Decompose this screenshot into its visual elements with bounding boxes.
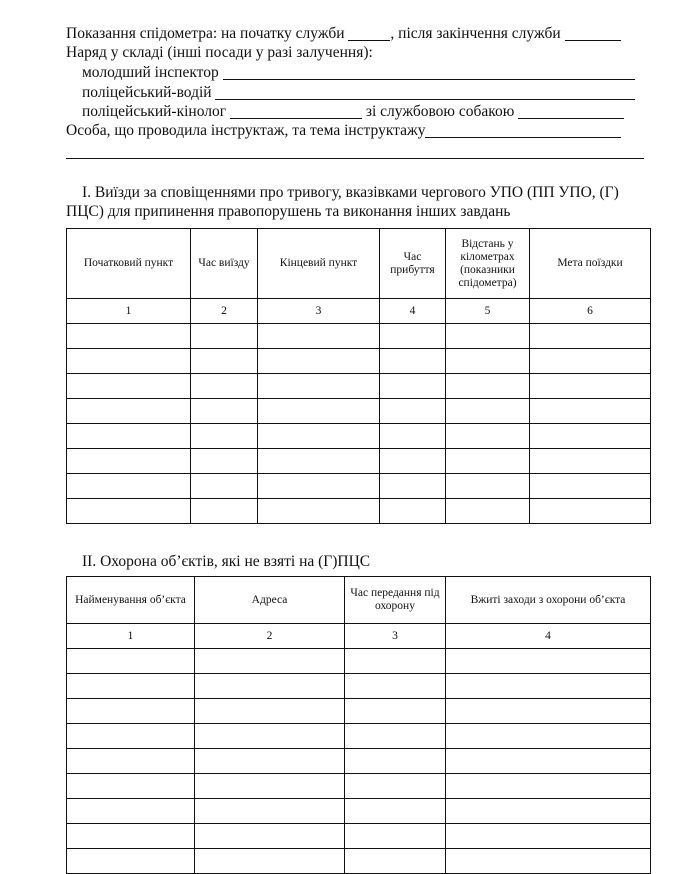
table-cell[interactable] <box>530 349 651 374</box>
table-cell[interactable] <box>446 449 530 474</box>
table-cell[interactable] <box>380 499 446 524</box>
speedometer-line <box>66 24 650 43</box>
table-cell[interactable] <box>258 449 380 474</box>
column-header: Час виїзду <box>191 229 258 299</box>
police-cynologist-line <box>82 102 650 121</box>
column-header: Початковий пункт <box>67 229 191 299</box>
column-number: 4 <box>446 624 651 649</box>
table-cell[interactable] <box>446 474 530 499</box>
table-row <box>67 374 651 399</box>
table-row <box>67 749 651 774</box>
table-row <box>67 724 651 749</box>
column-header: Адреса <box>195 577 345 624</box>
table-row <box>67 349 651 374</box>
table-cell[interactable] <box>345 774 446 799</box>
table-cell[interactable] <box>380 424 446 449</box>
table-row <box>67 324 651 349</box>
departures-table <box>66 228 651 524</box>
table-cell[interactable] <box>191 324 258 349</box>
table-cell[interactable] <box>446 849 651 874</box>
table-cell[interactable] <box>191 349 258 374</box>
table-cell[interactable] <box>446 424 530 449</box>
squad-label: Наряд у складі (інші посади у разі залучення): <box>66 44 373 61</box>
column-number: 3 <box>345 624 446 649</box>
table-cell[interactable] <box>195 674 345 699</box>
column-header: Час прибуття <box>380 229 446 299</box>
speedometer-end-field[interactable] <box>565 26 621 41</box>
table-cell[interactable] <box>530 424 651 449</box>
column-number-row <box>67 299 651 324</box>
table-cell[interactable] <box>258 424 380 449</box>
table-cell[interactable] <box>446 324 530 349</box>
table-cell[interactable] <box>530 474 651 499</box>
table-cell[interactable] <box>345 824 446 849</box>
table-cell[interactable] <box>380 449 446 474</box>
column-number-row <box>67 624 651 649</box>
column-number: 1 <box>67 299 191 324</box>
table-row <box>67 649 651 674</box>
table-cell[interactable] <box>67 474 191 499</box>
speedometer-label: Показання спідометра: на початку служби <box>66 25 345 42</box>
table-cell[interactable] <box>380 324 446 349</box>
objects-table <box>66 576 651 874</box>
table-cell[interactable] <box>258 349 380 374</box>
table-cell[interactable] <box>67 699 195 724</box>
table-cell[interactable] <box>191 424 258 449</box>
table-cell[interactable] <box>446 749 651 774</box>
table-cell[interactable] <box>67 649 195 674</box>
table-cell[interactable] <box>195 824 345 849</box>
column-header: Мета поїздки <box>530 229 651 299</box>
column-header: Кінцевий пункт <box>258 229 380 299</box>
table-cell[interactable] <box>258 399 380 424</box>
table-cell[interactable] <box>195 724 345 749</box>
table-cell[interactable] <box>67 424 191 449</box>
speedometer-start-field[interactable] <box>348 26 390 41</box>
table-cell[interactable] <box>345 699 446 724</box>
cynologist-name-field[interactable] <box>230 104 362 119</box>
squad-line <box>66 43 650 62</box>
table-cell[interactable] <box>530 324 651 349</box>
speedometer-after-label: , після закінчення служби <box>390 25 561 42</box>
table-row <box>67 699 651 724</box>
table-cell[interactable] <box>195 699 345 724</box>
instructor-line <box>66 121 650 140</box>
table-row <box>67 674 651 699</box>
table-cell[interactable] <box>530 399 651 424</box>
table-cell[interactable] <box>380 399 446 424</box>
instructor-field[interactable] <box>425 123 621 138</box>
table-row <box>67 824 651 849</box>
police-driver-field[interactable] <box>215 85 635 100</box>
table-cell[interactable] <box>67 449 191 474</box>
table-cell[interactable] <box>446 724 651 749</box>
section1-title: I. Виїзди за сповіщеннями про тривогу, вказівками чергового УПО (ПП УПО, (Г) ПЦС) для припинення правопорушень та виконання інших завдань <box>66 184 619 220</box>
column-header: Вжиті заходи з охорони об’єкта <box>446 577 651 624</box>
table-cell[interactable] <box>258 324 380 349</box>
table-cell[interactable] <box>446 399 530 424</box>
table-cell[interactable] <box>345 674 446 699</box>
column-number: 6 <box>530 299 651 324</box>
table-cell[interactable] <box>67 349 191 374</box>
table-cell[interactable] <box>446 799 651 824</box>
table-cell[interactable] <box>446 349 530 374</box>
column-number: 4 <box>380 299 446 324</box>
table-cell[interactable] <box>345 849 446 874</box>
table-cell[interactable] <box>191 474 258 499</box>
column-header: Відстань у кілометрах (показники спідометра) <box>446 229 530 299</box>
table-cell[interactable] <box>446 649 651 674</box>
table-cell[interactable] <box>195 774 345 799</box>
table-cell[interactable] <box>530 374 651 399</box>
table-cell[interactable] <box>195 849 345 874</box>
table-cell[interactable] <box>258 499 380 524</box>
column-number: 2 <box>195 624 345 649</box>
table-cell[interactable] <box>380 374 446 399</box>
column-number: 5 <box>446 299 530 324</box>
table-cell[interactable] <box>530 449 651 474</box>
table-cell[interactable] <box>195 799 345 824</box>
table-row <box>67 399 651 424</box>
with-dog-label: зі службовою собакою <box>365 103 515 120</box>
table-cell[interactable] <box>258 474 380 499</box>
table-row <box>67 474 651 499</box>
junior-inspector-field[interactable] <box>223 65 635 80</box>
table-cell[interactable] <box>446 824 651 849</box>
table-cell[interactable] <box>446 374 530 399</box>
column-header: Найменування об’єкта <box>67 577 195 624</box>
instructor-continuation-field[interactable] <box>66 158 644 159</box>
table-cell[interactable] <box>67 674 195 699</box>
table-cell[interactable] <box>191 399 258 424</box>
column-header: Час передання під охорону <box>345 577 446 624</box>
table-cell[interactable] <box>530 499 651 524</box>
table-row <box>67 499 651 524</box>
table-cell[interactable] <box>446 774 651 799</box>
table-cell[interactable] <box>345 724 446 749</box>
instructor-label: Особа, що проводила інструктаж, та тема інструктажу <box>66 122 426 139</box>
table-cell[interactable] <box>345 649 446 674</box>
table-cell[interactable] <box>380 474 446 499</box>
table-cell[interactable] <box>67 499 191 524</box>
table-cell[interactable] <box>446 699 651 724</box>
table-cell[interactable] <box>191 499 258 524</box>
police-driver-line <box>82 83 650 102</box>
table-cell[interactable] <box>67 799 195 824</box>
table-cell[interactable] <box>67 724 195 749</box>
table-cell[interactable] <box>446 674 651 699</box>
column-number: 2 <box>191 299 258 324</box>
table-cell[interactable] <box>67 774 195 799</box>
junior-inspector-label: молодший інспектор <box>82 64 219 81</box>
table-cell[interactable] <box>345 799 446 824</box>
table-header-row <box>67 577 651 624</box>
police-cynologist-label: поліцейський-кінолог <box>82 103 227 120</box>
police-driver-label: поліцейський-водій <box>82 84 212 101</box>
junior-inspector-line <box>82 63 650 82</box>
table-cell[interactable] <box>67 849 195 874</box>
table-cell[interactable] <box>446 499 530 524</box>
table-cell[interactable] <box>67 374 191 399</box>
table-cell[interactable] <box>191 449 258 474</box>
table-header-row <box>67 229 651 299</box>
column-number: 1 <box>67 624 195 649</box>
table-cell[interactable] <box>67 399 191 424</box>
table-cell[interactable] <box>195 749 345 774</box>
column-number: 3 <box>258 299 380 324</box>
table-cell[interactable] <box>195 649 345 674</box>
table-cell[interactable] <box>191 374 258 399</box>
table-cell[interactable] <box>380 349 446 374</box>
table-cell[interactable] <box>345 749 446 774</box>
table-row <box>67 799 651 824</box>
table-row <box>67 849 651 874</box>
table-row <box>67 774 651 799</box>
table-cell[interactable] <box>67 749 195 774</box>
table-cell[interactable] <box>67 324 191 349</box>
table-cell[interactable] <box>258 374 380 399</box>
table-cell[interactable] <box>67 824 195 849</box>
table-row <box>67 424 651 449</box>
table-row <box>67 449 651 474</box>
section2-title: II. Охорона об’єктів, які не взяті на (Г)ПЦС <box>82 553 371 570</box>
dog-field[interactable] <box>518 104 624 119</box>
